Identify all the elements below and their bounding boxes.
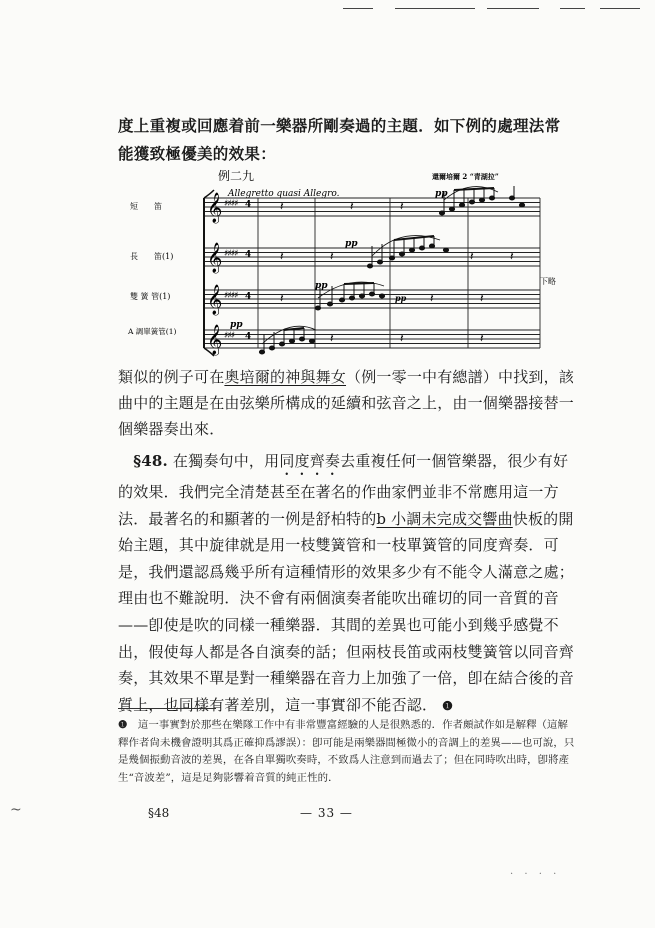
instrument-label-3: 雙 簧 管(1) bbox=[130, 292, 171, 301]
svg-text:𝄽: 𝄽 bbox=[280, 199, 284, 213]
notes-staff-1 bbox=[439, 186, 524, 215]
svg-text:𝄽: 𝄽 bbox=[480, 291, 484, 305]
instrument-label-4: A 調單簧管(1) bbox=[128, 327, 177, 336]
tempo-marking: Allegretto quasi Allegro. bbox=[228, 189, 340, 199]
instrument-label-1: 短 笛 bbox=[130, 202, 162, 211]
svg-text:𝄽: 𝄽 bbox=[280, 291, 284, 305]
dynamic-2: pp bbox=[345, 239, 358, 249]
dynamic-3: pp bbox=[315, 281, 328, 291]
footnote bbox=[118, 717, 578, 787]
time-signature-2: 4 bbox=[245, 250, 252, 260]
footnote-reference[interactable]: ❶ bbox=[442, 698, 454, 713]
after-text-pre: 類似的例子可在 bbox=[118, 368, 225, 386]
section-text-1: 在獨奏句中，用 bbox=[172, 452, 280, 470]
footer-section-ref: §48 bbox=[148, 806, 170, 820]
key-signature-1: ♯♯♯♯ bbox=[224, 199, 238, 209]
dynamic-5: pp bbox=[395, 293, 407, 303]
section-work-title: b 小調未完成交響曲 bbox=[376, 509, 513, 528]
key-signature-3: ♯♯♯♯ bbox=[224, 291, 238, 301]
page-number: — 33 — bbox=[300, 806, 353, 820]
time-signature-1: 4 bbox=[245, 200, 252, 210]
dynamic-4: pp bbox=[230, 320, 243, 330]
svg-text:𝄽: 𝄽 bbox=[400, 331, 404, 345]
after-example-paragraph bbox=[118, 364, 576, 442]
barlines bbox=[258, 198, 540, 348]
svg-text:𝄽: 𝄽 bbox=[480, 331, 484, 345]
treble-clef-1: 𝄞 bbox=[207, 193, 223, 223]
svg-text:𝄽: 𝄽 bbox=[400, 199, 404, 213]
svg-text:𝄽: 𝄽 bbox=[430, 291, 434, 305]
key-signature-2: ♯♯♯♯ bbox=[224, 249, 238, 259]
svg-text:𝄽: 𝄽 bbox=[470, 249, 474, 263]
treble-clef-2: 𝄞 bbox=[207, 243, 223, 273]
staff-4 bbox=[205, 330, 540, 348]
staff-1 bbox=[205, 198, 540, 216]
svg-text:𝄽: 𝄽 bbox=[510, 249, 514, 263]
after-work-title: 奧培爾的神與舞女 bbox=[224, 368, 347, 386]
margin-dots: . . . . bbox=[510, 866, 561, 877]
notes-staff-2 bbox=[367, 236, 448, 268]
time-signature-3: 4 bbox=[245, 292, 252, 302]
section-emphasis: 同度齊奏 bbox=[279, 452, 341, 470]
after-text-post: （例一零一中有總譜）中找到，該曲中的主題是在由弦樂所構成的延續和弦音之上，由一個樂器接替一個樂器奏出來． bbox=[118, 368, 575, 438]
footnote-text: 這一事實對於那些在樂隊工作中有非常豐富經驗的人是很熟悉的．作者頗試作如是解釋（這解釋作者尙未機會證明其爲正確抑爲謬誤）：卽可能是兩樂器間極微小的音調上的差異——也可說，只是幾個振動音波的差異，在各自單獨吹奏時，不致爲人注意到而過去了；但在同時吹出時，卽將產生“音波差”，這是足夠影響着音質的純正性的． bbox=[118, 719, 575, 784]
svg-text:𝄽: 𝄽 bbox=[330, 249, 334, 263]
footnote-rule bbox=[118, 708, 216, 709]
svg-text:𝄽: 𝄽 bbox=[350, 199, 354, 213]
time-signature-4: 4 bbox=[245, 332, 252, 342]
footnote-mark: ❶ bbox=[118, 719, 128, 731]
key-signature-4: ♯♯♯ bbox=[224, 331, 235, 341]
instrument-label-2: 長 笛(1) bbox=[130, 252, 174, 261]
example-source: 還爾培爾 2 “青湖拉” bbox=[432, 172, 499, 181]
section-number: §48. bbox=[133, 452, 168, 470]
treble-clef-4: 𝄞 bbox=[207, 325, 223, 355]
svg-text:𝄽: 𝄽 bbox=[280, 249, 284, 263]
score-example bbox=[0, 0, 655, 360]
section-text-3: 快板的開始主題，其中旋律就是用一枝雙簧管和一枝單簧管的同度齊奏．可是，我們還認爲幾乎所有這種情形的效果多少有不能令人滿意之處；理由也不難說明．決不會有兩個演奏者能吹出確切的同一音質的音——卽使是吹的同樣一種樂器．其間的差異也可能小到幾乎感覺不出，假使每人都是各自演奏的話；但兩枝長笛或兩枝雙簧管以同音齊奏，其效果不單是對一種樂器在音力上加強了一倍，卽在結合後的音質上，也同樣有著差別，這一事實卻不能否認． bbox=[118, 509, 575, 714]
cue-text: 下略 bbox=[540, 277, 556, 286]
intro-paragraph: 度上重複或回應着前一樂器所剛奏過的主題．如下例的處理法常能獲致極優美的效果： bbox=[118, 116, 561, 163]
svg-text:𝄽: 𝄽 bbox=[330, 331, 334, 345]
margin-mark: ~ bbox=[10, 802, 22, 818]
example-label: 例二九 bbox=[218, 169, 255, 183]
section-48-paragraph bbox=[118, 448, 576, 719]
section-text-2: 去重複任何一個管樂器，很少有好的效果．我們完全清楚甚至在著名的作曲家們並非不常應用這一方法．最著名的和顯著的一例是舒柏特的 bbox=[118, 452, 569, 528]
dynamic-1: pp bbox=[435, 189, 448, 199]
treble-clef-3: 𝄞 bbox=[207, 285, 223, 315]
